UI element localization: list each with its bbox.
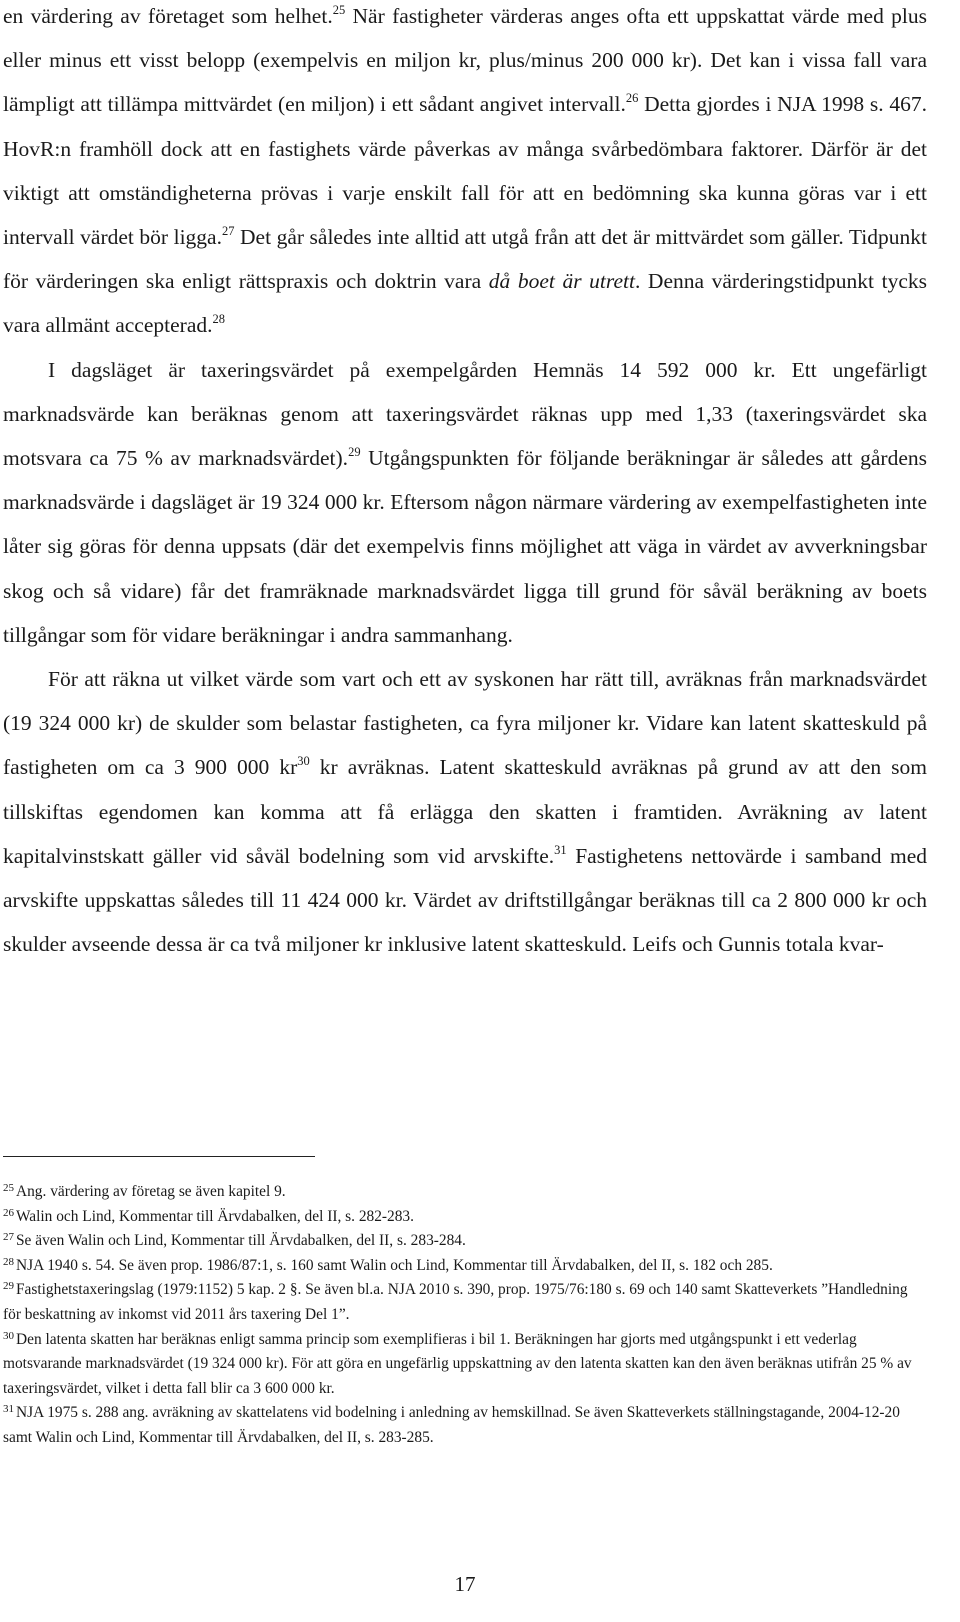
- emphasized-text: då boet är utrett: [488, 269, 635, 294]
- text-run: Det går således inte alltid att utgå från att det är mittvärdet som gäller. Tidpunkt för värderingen ska enligt rättspraxis och doktrin vara: [3, 225, 927, 294]
- footnote-marker[interactable]: 25: [332, 3, 346, 17]
- footnote: [3, 1278, 927, 1327]
- text-run: kr avräknas. Latent skatteskuld avräknas på grund av att den som tillskiftas egendomen kan komma att få erlägga den skatten i framtiden. Avräkning av latent kapitalvinstskatt gäller vid såväl bodelning som vid arvskifte.: [3, 755, 927, 868]
- footnotes: [3, 1180, 927, 1451]
- footnote-number: 31: [3, 1403, 14, 1416]
- footnote-number: 29: [3, 1280, 14, 1293]
- footnote-text: Ang. värdering av företag se även kapitel 9.: [16, 1183, 286, 1200]
- footnote-marker[interactable]: 26: [625, 91, 639, 106]
- text-run: Detta gjordes i NJA 1998 s. 467. HovR:n framhöll dock att en fastighets värde påverkas av många svårbedömbara faktorer. Därför är det viktigt att omständigheterna prövas i varje enskilt fall för att en bedömning ska kunna göras var i ett intervall värdet bör ligga.: [3, 92, 927, 250]
- body-text: [3, 0, 927, 966]
- footnote-marker[interactable]: 31: [554, 842, 567, 857]
- footnote-number: 26: [3, 1206, 14, 1219]
- text-run: . Denna värderingstidpunkt tycks vara allmänt accepterad.: [3, 269, 927, 338]
- footnote-marker[interactable]: 27: [221, 224, 235, 239]
- paragraph-3: [3, 657, 927, 966]
- footnote-separator: [3, 1156, 315, 1157]
- footnote: [3, 1401, 927, 1450]
- footnote-text: Walin och Lind, Kommentar till Ärvdabalken, del II, s. 282-283.: [16, 1207, 414, 1225]
- footnote-text: Se även Walin och Lind, Kommentar till Ärvdabalken, del II, s. 283-284.: [16, 1232, 466, 1250]
- footnote-marker[interactable]: 29: [348, 445, 361, 460]
- paragraph-1: [3, 0, 927, 348]
- footnote-text: Den latenta skatten har beräknas enligt samma princip som exemplifieras i bil 1. Beräkningen har gjorts med utgångspunkt i ett vederlag motsvarande marknadsvärdet (19 324 000 kr). För att göra en ungefärlig uppskattning av den latenta skatten kan den även beräknas utifrån 25 % av taxeringsvärdet, vilket i detta fall blir ca 3 600 000 kr.: [3, 1330, 912, 1397]
- text-run: en värdering av företaget som helhet.: [3, 4, 333, 28]
- footnote-number: 25: [3, 1182, 14, 1194]
- footnote-number: 28: [3, 1255, 14, 1268]
- text-run: Fastighetens nettovärde i samband med arvskifte uppskattas således till 11 424 000 kr. Värdet av driftstillgångar beräknas till ca 2 800 000 kr och skulder avseende dessa är ca två miljoner kr inklusive latent skatteskuld. Leifs och Gunnis totala kvar-: [3, 843, 927, 957]
- page-number: 17: [454, 1572, 476, 1596]
- text-run: Utgångspunkten för följande beräkningar är således att gårdens marknadsvärde i dagsläget är 19 324 000 kr. Eftersom någon närmare värdering av exempelfastigheten inte låter sig göras för denna uppsats (där det exempelvis finns möjlighet att väga in värdet av avverkningsbar skog och så vidare) får det framräknade marknadsvärdet ligga till grund för såväl beräkning av boets tillgångar som för vidare beräkningar i andra sammanhang.: [3, 446, 928, 647]
- footnote-text: NJA 1975 s. 288 ang. avräkning av skattelatens vid bodelning i anledning av hemskillnad. Se även Skatteverkets ställningstagande, 2004-12-20 samt Walin och Lind, Kommentar till Ärvdabalken, del II, s. 283-285.: [3, 1404, 900, 1446]
- paragraph-2: [3, 348, 927, 657]
- footnote-marker[interactable]: 30: [297, 754, 310, 769]
- footnote: [3, 1328, 927, 1402]
- text-run: I dagsläget är taxeringsvärdet på exempelgården Hemnäs 14 592 000 kr. Ett ungefärligt marknadsvärde kan beräknas genom att taxeringsvärdet räknas upp med 1,33 (taxeringsvärdet ska motsvara ca 75 % av marknadsvärdet).: [3, 357, 927, 471]
- footnote-text: Fastighetstaxeringslag (1979:1152) 5 kap. 2 §. Se även bl.a. NJA 2010 s. 390, prop. 1975/76:180 s. 69 och 140 samt Skatteverkets ”Handledning för beskattning av inkomst vid 2011 års taxering Del 1”.: [3, 1281, 908, 1323]
- text-run: När fastigheter värderas anges ofta ett uppskattat värde med plus eller minus ett visst belopp (exempelvis en miljon kr, plus/minus 200 000 kr). Det kan i vissa fall vara lämpligt att tillämpa mittvärdet (en miljon) i ett sådant angivet intervall.: [3, 4, 928, 117]
- text-run: För att räkna ut vilket värde som vart och ett av syskonen har rätt till, avräknas från marknadsvärdet (19 324 000 kr) de skulder som belastar fastigheten, ca fyra miljoner kr. Vidare kan latent skatteskuld på fastigheten om ca 3 900 000 kr: [3, 667, 927, 780]
- footnote-marker[interactable]: 28: [212, 312, 225, 327]
- footnote: [3, 1205, 927, 1230]
- footnote: [3, 1180, 927, 1205]
- footnote-number: 30: [3, 1329, 14, 1342]
- footnote-number: 27: [3, 1231, 14, 1244]
- footnote: [3, 1229, 927, 1254]
- footnote-text: NJA 1940 s. 54. Se även prop. 1986/87:1, s. 160 samt Walin och Lind, Kommentar till Ärvdabalken, del II, s. 182 och 285.: [16, 1256, 773, 1274]
- footnote: [3, 1254, 927, 1279]
